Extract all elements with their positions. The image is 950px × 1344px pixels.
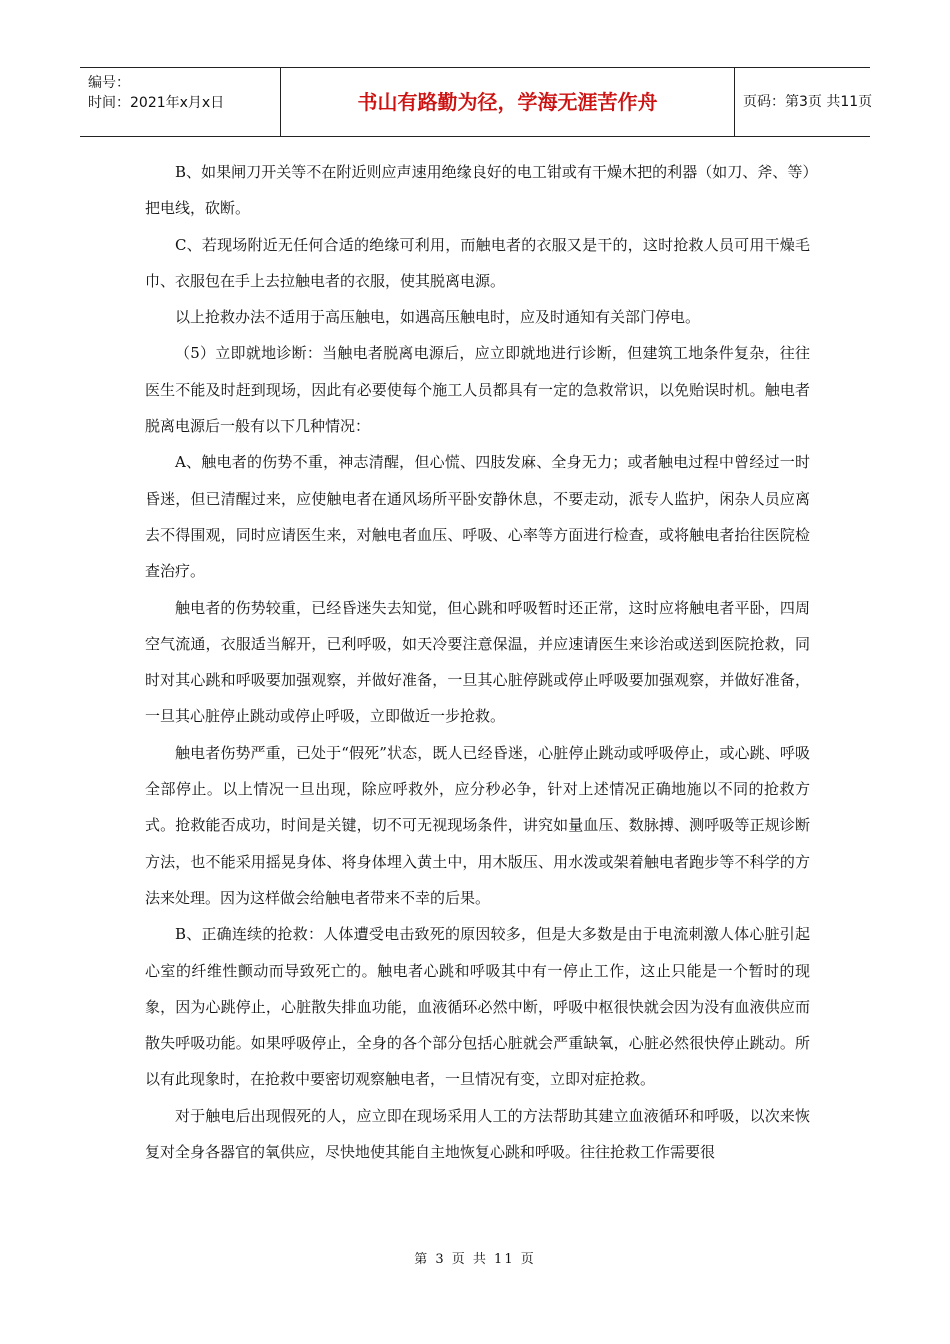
- motto: 书山有路勤为径，学海无涯苦作舟: [357, 90, 658, 114]
- paragraph: 以上抢救办法不适用于高压触电，如遇高压触电时，应及时通知有关部门停电。: [175, 308, 701, 327]
- page-footer: 第 3 页 共 11 页: [414, 1252, 536, 1267]
- page-header: [80, 67, 873, 137]
- time-label: 时间：2021年x月x日: [88, 95, 225, 111]
- paragraph: 触电者的伤势较重，已经昏迷失去知觉，但心跳和呼吸暂时还正常，这时应将触电者平卧，四周空气流通，衣服适当解开，已利呼吸，如天冷要注意保温，并应速请医生来诊治或送到医院抢救，同时对其心跳和呼吸要加强观察，并做好准备，一旦其心脏停跳或停止呼吸要加强观察，并做好准备，一旦其心脏停止跳动或停止呼吸，立即做近一步抢救。: [145, 598, 810, 726]
- document-body: [145, 154, 810, 1170]
- header-meta-cell: [80, 68, 281, 136]
- paragraph: 触电者伤势严重，已处于“假死”状态，既人已经昏迷，心脏停止跳动或呼吸停止，或心跳、呼吸全部停止。以上情况一旦出现，除应呼救外，应分秒必争，针对上述情况正确地施以不同的抢救方式。抢救能否成功，时间是关键，切不可无视现场条件，讲究如量血压、数脉搏、测呼吸等正规诊断方法，也不能采用摇晃身体、将身体埋入黄土中，用木版压、用水泼或架着触电者跑步等不科学的方法来处理。因为这样做会给触电者带来不幸的后果。: [145, 743, 810, 907]
- paragraph: 对于触电后出现假死的人，应立即在现场采用人工的方法帮助其建立血液循环和呼吸，以次来恢复对全身各器官的氧供应，尽快地使其能自主地恢复心跳和呼吸。往往抢救工作需要很: [145, 1106, 810, 1162]
- paragraph: B、如果闸刀开关等不在附近则应声速用绝缘良好的电工钳或有干燥木把的利器（如刀、斧、等）把电线，砍断。: [145, 163, 810, 218]
- paragraph: C、若现场附近无任何合适的绝缘可利用，而触电者的衣服又是干的，这时抢救人员可用干燥毛巾、衣服包在手上去拉触电者的衣服，使其脱离电源。: [145, 235, 810, 290]
- page-code: 页码：第3页 共11页: [743, 94, 873, 110]
- paragraph: A、触电者的伤势不重，神志清醒，但心慌、四肢发麻、全身无力；或者触电过程中曾经过一时昏迷，但已清醒过来，应使触电者在通风场所平卧安静休息，不要走动，派专人监护，闲杂人员应离去不得围观，同时应请医生来，对触电者血压、呼吸、心率等方面进行检查，或将触电者抬往医院检查治疗。: [145, 453, 810, 581]
- header-page-cell: [735, 68, 873, 136]
- serial-label: 编号：: [88, 75, 130, 91]
- header-motto-cell: [281, 68, 735, 136]
- paragraph: B、正确连续的抢救：人体遭受电击致死的原因较多，但是大多数是由于电流刺激人体心脏引起心室的纤维性颤动而导致死亡的。触电者心跳和呼吸其中有一停止工作，这止只能是一个暂时的现象，因为心跳停止，心脏散失排血功能，血液循环必然中断，呼吸中枢很快就会因为没有血液供应而散失呼吸功能。如果呼吸停止，全身的各个部分包括心脏就会严重缺氧，心脏必然很快停止跳动。所以有此现象时，在抢救中要密切观察触电者，一旦情况有变，立即对症抢救。: [145, 925, 810, 1089]
- paragraph: （5）立即就地诊断：当触电者脱离电源后，应立即就地进行诊断，但建筑工地条件复杂，往往医生不能及时赶到现场，因此有必要使每个施工人员都具有一定的急救常识，以免贻误时机。触电者脱离电源后一般有以下几种情况：: [145, 344, 810, 436]
